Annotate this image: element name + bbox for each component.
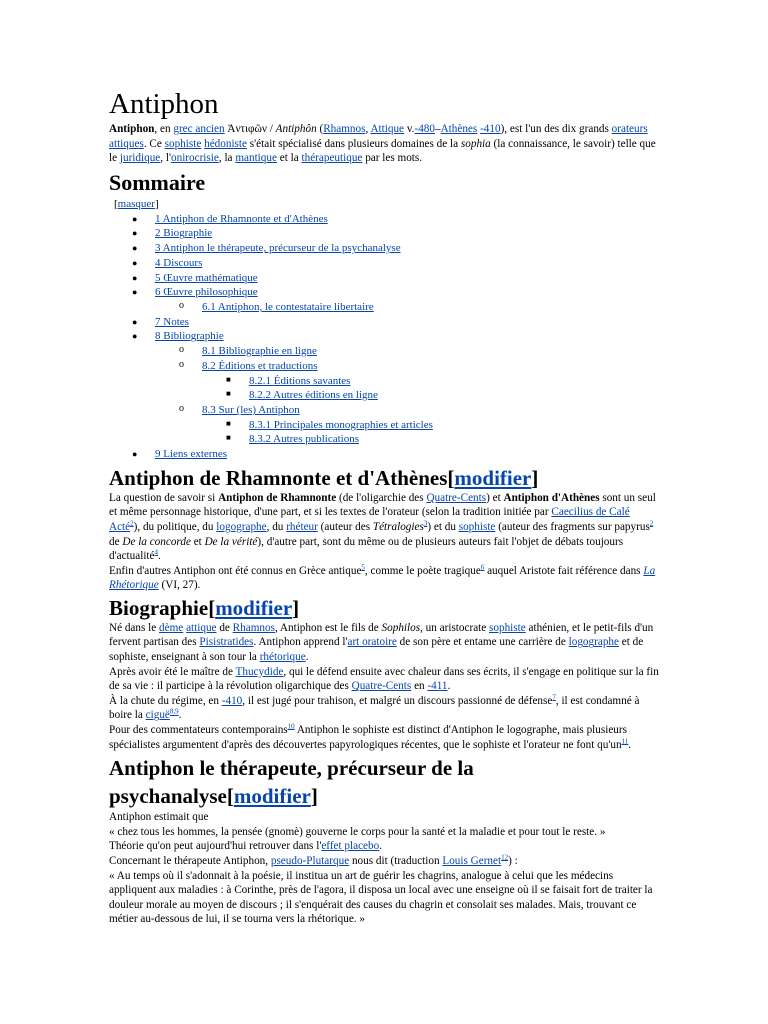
toc-item xyxy=(109,432,661,447)
text: sophia xyxy=(460,137,491,150)
text: , l' xyxy=(160,152,171,165)
bullet-icon: ● xyxy=(132,257,138,268)
toc-link[interactable]: 8.1 Bibliographie en ligne xyxy=(202,345,317,358)
text: ) et du xyxy=(427,520,459,533)
toc-toggle xyxy=(114,197,661,211)
link-attique[interactable]: attique xyxy=(186,621,217,634)
quote-text: « chez tous les hommes, la pensée (gnomè) gouverne le corps pour la santé et la maladie et pour tout le reste. » xyxy=(109,825,606,838)
text: , il est condamné à boire la xyxy=(109,694,640,722)
text: . xyxy=(447,680,451,693)
text: , du xyxy=(266,520,287,533)
text: Ἀντιφῶν / xyxy=(224,123,276,135)
paragraph xyxy=(109,810,661,927)
text: ), d'autre part, sont du même ou de plusieurs auteurs fait l'objet de débats toujours d'actualité xyxy=(109,535,624,563)
text: . xyxy=(178,709,182,722)
text: et la xyxy=(276,152,302,165)
text: de xyxy=(216,621,233,634)
toc-link[interactable]: 6.1 Antiphon, le contestataire libertaire xyxy=(202,301,374,313)
toc-link[interactable]: 8 Bibliographie xyxy=(155,330,224,343)
intro-paragraph xyxy=(109,122,661,166)
edit-link[interactable]: modifier xyxy=(215,595,293,620)
text: et xyxy=(190,535,205,548)
text: et de sophiste, enseignant à son tour la xyxy=(109,636,644,664)
toc-link[interactable]: 8.3 Sur (les) Antiphon xyxy=(202,403,300,416)
link-art-oratoire[interactable]: art oratoire xyxy=(347,636,397,649)
link-athenes[interactable]: Athènes xyxy=(440,123,478,135)
toc-link[interactable]: 8.2.2 Autres éditions en ligne xyxy=(249,389,378,402)
text: ), est l'un des dix grands xyxy=(500,123,612,135)
link-hedoniste[interactable]: hédoniste xyxy=(204,137,247,150)
toc-item xyxy=(109,447,661,462)
text: sont un seul et même personnage historique, d'une part, et si les textes de l'orateur (selon la tradition initiée par xyxy=(109,491,656,519)
text: . xyxy=(628,738,632,751)
toc-item xyxy=(109,418,661,433)
article xyxy=(109,86,661,927)
text: De la concorde xyxy=(122,535,191,548)
quote-text: « Au temps où il s'adonnait à la poésie, il institua un art de guérir les chagrins, analogue à celui que les médecins appliquent aux maladies : à Corinthe, près de l'agora, il disposa un local avec une enseigne où il se faisait fort de traiter la douleur morale au moyen de discours ; il s'enquérait des causes du chagrin et consolait ses malades. Mais, trouvant ce métier au-dessous de lui, il se tourna vers la rhétorique. » xyxy=(109,869,653,926)
toc-link[interactable]: 8.3.1 Principales monographies et articles xyxy=(249,418,433,431)
text: Antiphon d'Athènes xyxy=(503,491,600,504)
text: [ xyxy=(208,595,216,620)
link-orateurs-attiques[interactable]: orateurs attiques xyxy=(109,123,648,150)
text: [ xyxy=(114,197,118,210)
text: De la vérité xyxy=(204,535,258,548)
bullet-icon: ● xyxy=(132,243,138,254)
bullet-icon: ■ xyxy=(226,433,231,443)
toc-link[interactable]: 9 Liens externes xyxy=(155,448,228,461)
text: , il est jugé pour trahison, et malgré un discours passionné de défense xyxy=(242,694,553,707)
link-411[interactable]: -411 xyxy=(427,680,448,693)
text: (de l'oligarchie des xyxy=(336,491,427,504)
bullet-icon: ● xyxy=(132,449,138,460)
toc-link[interactable]: 2 Biographie xyxy=(155,227,213,240)
bullet-icon: ■ xyxy=(226,418,231,428)
toc-link[interactable]: 6 Œuvre philosophique xyxy=(155,286,258,299)
toc-heading: Sommaire xyxy=(109,169,206,195)
text: (auteur des fragments sur papyrus xyxy=(495,520,650,533)
toc-hide-link[interactable]: masquer xyxy=(117,197,155,210)
link-rheteur[interactable]: rhéteur xyxy=(286,520,318,533)
link-effet-placebo[interactable]: effet placebo xyxy=(321,840,380,853)
text: Tétralogies xyxy=(372,520,424,533)
page-title: Antiphon xyxy=(109,88,219,120)
link-mantique[interactable]: mantique xyxy=(235,152,277,165)
text: par les mots. xyxy=(362,152,423,165)
footnote-ref[interactable]: 2 xyxy=(649,519,654,528)
footnote-ref[interactable]: 11 xyxy=(621,736,629,745)
footnote-ref[interactable]: 8,9 xyxy=(169,707,179,716)
bullet-icon: o xyxy=(179,300,184,311)
section-heading-therapeute xyxy=(109,754,529,810)
toc-item xyxy=(109,212,661,227)
text: ) : xyxy=(508,855,518,868)
link-sophiste[interactable]: sophiste xyxy=(458,520,496,533)
toc-link[interactable]: 3 Antiphon le thérapeute, précurseur de la psychanalyse xyxy=(155,242,401,255)
text: . Antiphon apprend l' xyxy=(253,636,348,649)
text: ] xyxy=(292,595,300,620)
link-quatre-cents[interactable]: Quatre-Cents xyxy=(351,680,412,693)
link-deme[interactable]: dème xyxy=(159,621,184,634)
text: (auteur des xyxy=(317,520,373,533)
text: ), du politique, du xyxy=(133,520,217,533)
footnote-ref[interactable]: 3 xyxy=(423,519,428,528)
intro-bold-name: Antiphon xyxy=(109,123,155,135)
text: de son père et entame une carrière de xyxy=(396,636,569,649)
text: – xyxy=(435,123,441,135)
footnote-ref[interactable]: 10 xyxy=(287,722,295,731)
text: . xyxy=(379,840,383,853)
toc-link[interactable]: 8.3.2 Autres publications xyxy=(249,433,359,446)
text: Antiphôn xyxy=(275,123,317,135)
text: , Antiphon est le fils de xyxy=(274,621,382,634)
text: La Rhétorique xyxy=(109,564,656,592)
text: , qui le défend ensuite avec chaleur dans ses écrits, il s'engage en politique sur la fin de sa vie : il participe à la révolution oligarchique des xyxy=(109,665,659,693)
toc-link[interactable]: 5 Œuvre mathématique xyxy=(155,271,258,284)
link-caecilius[interactable]: Caecilius de Calé Acté xyxy=(109,506,630,533)
link-410[interactable]: -410 xyxy=(480,123,501,135)
toc-link[interactable]: 4 Discours xyxy=(155,256,203,269)
text: Théorie qu'on peut aujourd'hui retrouver dans l' xyxy=(109,840,322,853)
toc-link[interactable]: 7 Notes xyxy=(155,315,189,328)
section-title: Biographie xyxy=(109,595,209,620)
toc-link[interactable]: 1 Antiphon de Rhamnonte et d'Athènes xyxy=(155,212,328,225)
footnote-ref[interactable]: 7 xyxy=(552,693,556,702)
text: Concernant le thérapeute Antiphon, xyxy=(109,855,271,868)
toc-item xyxy=(109,256,661,271)
link-rhamnos[interactable]: Rhamnos xyxy=(232,621,275,634)
paragraph xyxy=(109,621,661,752)
link-grec-ancien[interactable]: grec ancien xyxy=(173,123,225,135)
link-onirocrisie[interactable]: onirocrisie xyxy=(171,152,219,165)
bullet-icon: ● xyxy=(132,287,138,298)
text: [ xyxy=(226,784,234,809)
text: Après avoir été le maître de xyxy=(109,665,236,678)
text: ) et xyxy=(486,491,504,504)
section-heading-rhamnonte xyxy=(109,465,661,491)
toc-item xyxy=(109,300,661,315)
toc-item xyxy=(109,241,661,256)
text: (la connaissance, le savoir) telle que le xyxy=(109,137,656,165)
bullet-icon: ● xyxy=(132,331,138,342)
link-therapeutique[interactable]: thérapeutique xyxy=(301,152,363,165)
link-pisistratides[interactable]: Pisistratides xyxy=(199,636,254,649)
text: (VI, 27). xyxy=(158,579,201,592)
link-sophiste[interactable]: sophiste xyxy=(489,621,526,634)
text: ] xyxy=(154,197,159,210)
text: Antiphon le sophiste est distinct d'Antiphon le logographe, mais plusieurs spécialistes argumentent d'après des découvertes papyrologiques récentes, que le sophiste et l'orateur ne font qu'un xyxy=(109,724,627,751)
link-cigue[interactable]: ciguë xyxy=(145,709,170,722)
text: [ xyxy=(447,465,455,490)
text: v. xyxy=(404,123,415,135)
text: athénien, et le petit-fils d'un fervent partisan des xyxy=(109,621,654,649)
text: Antiphon estimait que xyxy=(109,811,209,824)
toc-item xyxy=(109,374,661,389)
link-pseudo-plutarque[interactable]: pseudo-Plutarque xyxy=(270,855,350,868)
link-rhamnos[interactable]: Rhamnos xyxy=(323,123,366,135)
toc-item xyxy=(109,226,661,241)
link-410[interactable]: -410 xyxy=(221,694,243,707)
text: , un aristocrate xyxy=(420,621,490,634)
text: . xyxy=(305,651,309,664)
text: s'était spécialisé dans plusieurs domaines de la xyxy=(247,137,461,150)
text: Pour des commentateurs contemporains xyxy=(109,724,288,737)
bullet-icon: ■ xyxy=(226,374,231,384)
text: À la chute du régime, en xyxy=(109,694,222,707)
footnote-ref[interactable]: 5 xyxy=(361,562,365,571)
text: ] xyxy=(310,784,318,809)
bullet-icon: ● xyxy=(132,228,138,239)
link-rhetorique[interactable]: rhétorique xyxy=(259,651,306,664)
text: , en xyxy=(154,123,174,135)
edit-link[interactable]: modifier xyxy=(233,784,311,809)
bullet-icon: o xyxy=(179,344,184,356)
toc-link[interactable]: 8.2.1 Éditions savantes xyxy=(249,374,351,387)
text: Né dans le xyxy=(109,621,160,634)
link-thucydide[interactable]: Thucydide xyxy=(235,665,284,678)
toc-item xyxy=(109,315,661,330)
link-logographe[interactable]: logographe xyxy=(216,520,267,533)
toc-item xyxy=(109,359,661,374)
link-louis-gernet[interactable]: Louis Gernet xyxy=(442,855,502,868)
bullet-icon: ● xyxy=(132,213,138,224)
text: , comme le poète tragique xyxy=(364,564,481,577)
toc-item xyxy=(109,329,661,344)
bullet-icon: o xyxy=(179,402,184,414)
text: Antiphon de Rhamnonte xyxy=(218,491,337,504)
text: de xyxy=(109,535,123,548)
text: nous dit (traduction xyxy=(349,855,443,868)
link-sophiste[interactable]: sophiste xyxy=(164,137,202,150)
text: , xyxy=(365,123,371,135)
link-juridique[interactable]: juridique xyxy=(119,152,161,165)
text: , la xyxy=(218,152,236,165)
toc-item xyxy=(109,271,661,286)
text: ] xyxy=(531,465,539,490)
link-480[interactable]: -480 xyxy=(414,123,435,135)
toc-link[interactable]: 8.2 Éditions et traductions xyxy=(202,359,318,372)
footnote-ref[interactable]: 2 xyxy=(130,519,134,528)
section-title: Antiphon de Rhamnonte et d'Athènes xyxy=(109,465,448,490)
toc-item xyxy=(109,403,661,418)
link-logographe[interactable]: logographe xyxy=(568,636,619,649)
edit-link[interactable]: modifier xyxy=(454,465,532,490)
section-heading-biographie xyxy=(109,595,661,621)
footnote-ref[interactable]: 4 xyxy=(154,548,158,557)
bullet-icon: o xyxy=(179,358,184,370)
link-quatre-cents[interactable]: Quatre-Cents xyxy=(426,491,487,504)
bullet-icon: ■ xyxy=(226,389,231,399)
section-title: Antiphon le thérapeute, précurseur de la psychanalyse xyxy=(109,756,474,809)
paragraph xyxy=(109,491,661,593)
toc-list xyxy=(109,212,661,462)
text: ( xyxy=(316,123,324,135)
text: Sophilos xyxy=(381,621,421,634)
text: auquel Aristote fait référence dans xyxy=(484,564,644,577)
text: . Ce xyxy=(143,137,165,150)
text: . xyxy=(158,550,161,563)
text: Enfin d'autres Antiphon ont été connus en Grèce antique xyxy=(109,564,362,577)
bullet-icon: ● xyxy=(132,316,138,327)
text: en xyxy=(411,680,428,693)
toc-item xyxy=(109,285,661,300)
toc-item xyxy=(109,388,661,403)
footnote-ref[interactable]: 6 xyxy=(480,562,485,571)
bullet-icon: ● xyxy=(132,272,138,283)
toc-item xyxy=(109,344,661,359)
link-attique[interactable]: Attique xyxy=(370,123,405,135)
footnote-ref[interactable]: 12 xyxy=(501,853,509,862)
text: La question de savoir si xyxy=(109,491,219,504)
